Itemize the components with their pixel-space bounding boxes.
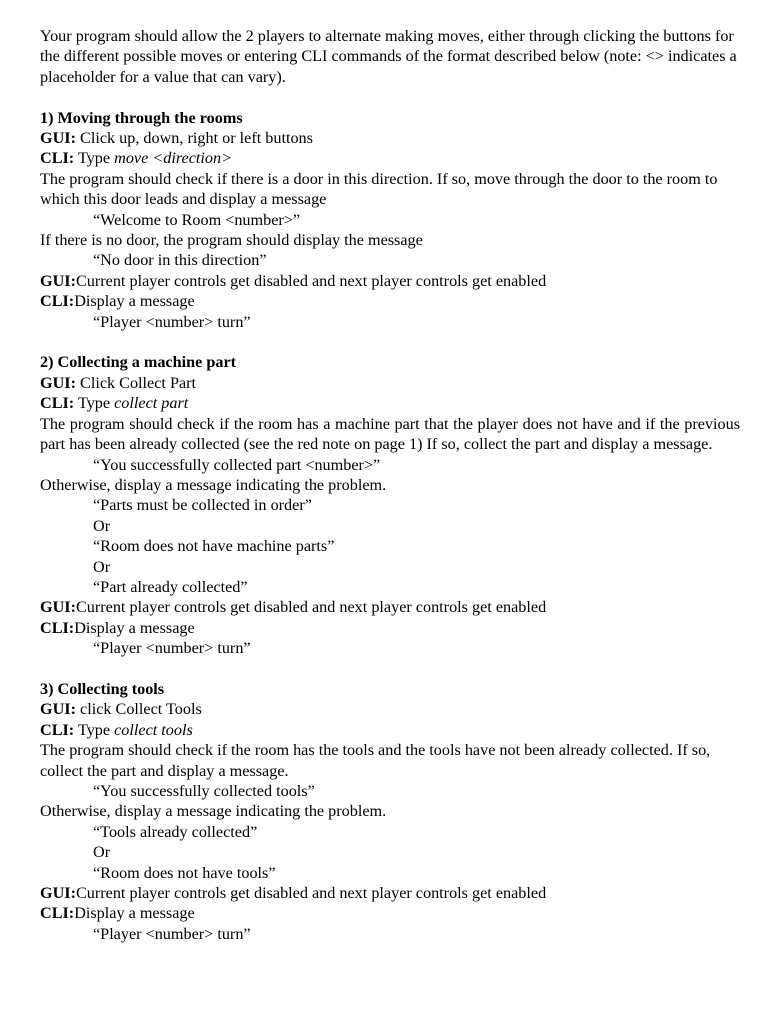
gui-instruction [40,373,740,393]
turn-message: “Player <number> turn” [93,312,251,331]
success-message: “Welcome to Room <number>” [93,210,301,229]
gui-label: GUI: [40,700,76,719]
fail-message: “No door in this direction” [93,251,267,270]
gui-instruction [40,699,740,719]
or-text: Or [93,557,111,576]
or-text: Or [93,843,111,862]
gui-label: GUI: [40,271,76,290]
cli-label: CLI: [40,618,75,637]
success-message: “You successfully collected tools” [93,781,315,800]
otherwise-text: Otherwise, display a message indicating the problem. [40,802,387,821]
cli-label: CLI: [40,394,75,413]
cli-label: CLI: [40,720,75,739]
cli-instruction [40,393,740,413]
gui-after [40,883,740,903]
check-paragraph: The program should check if the room has the tools and the tools have not been already collected. If so, collect the part and display a message. [40,741,711,780]
section-collect-tools [40,679,740,944]
gui-label: GUI: [40,884,76,903]
gui-after-text: Current player controls get disabled and next player controls get enabled [75,271,547,290]
gui-label: GUI: [40,129,76,148]
cli-after [40,618,740,638]
cli-after [40,291,740,311]
gui-text: click Collect Tools [75,700,202,719]
section-collect-part [40,352,740,658]
cli-label: CLI: [40,149,75,168]
fail-message: “Room does not have machine parts” [93,537,335,556]
cli-instruction [40,720,740,740]
fail-message: “Room does not have tools” [93,863,276,882]
intro-paragraph: Your program should allow the 2 players to alternate making moves, either through clicking the buttons for the different possible moves or entering CLI commands of the format described below (note: <> indicates a placeholder for a value that can vary). [40,27,737,86]
cli-after-text: Display a message [74,292,195,311]
cli-label: CLI: [40,904,75,923]
or-text: Or [93,516,111,535]
gui-text: Click up, down, right or left buttons [75,129,313,148]
gui-after [40,597,740,617]
gui-after [40,271,740,291]
gui-after-text: Current player controls get disabled and next player controls get enabled [75,598,547,617]
cli-text: Type [74,720,115,739]
gui-label: GUI: [40,373,76,392]
check-paragraph: The program should check if the room has a machine part that the player does not have and if the previous part has been already collected (see the red note on page 1) If so, collect the part and display a message. [40,414,740,454]
document-page [40,26,740,944]
cli-after-text: Display a message [74,904,195,923]
cli-after [40,903,740,923]
fail-message: “Part already collected” [93,577,248,596]
otherwise-text: Otherwise, display a message indicating the problem. [40,475,387,494]
gui-text: Click Collect Part [75,373,197,392]
cli-command: collect tools [114,720,193,739]
cli-text: Type [74,394,115,413]
fail-message: “Tools already collected” [93,822,258,841]
turn-message: “Player <number> turn” [93,639,251,658]
gui-instruction [40,128,740,148]
gui-label: GUI: [40,598,76,617]
success-message: “You successfully collected part <number>” [93,455,381,474]
turn-message: “Player <number> turn” [93,924,251,943]
section-heading: 1) Moving through the rooms [40,108,243,127]
cli-command: move <direction> [114,149,233,168]
otherwise-text: If there is no door, the program should display the message [40,231,423,250]
cli-text: Type [74,149,115,168]
section-moving [40,108,740,332]
gui-after-text: Current player controls get disabled and next player controls get enabled [75,884,547,903]
section-heading: 2) Collecting a machine part [40,353,237,372]
section-heading: 3) Collecting tools [40,679,165,698]
check-paragraph: The program should check if there is a door in this direction. If so, move through the door to the room to which this door leads and display a message [40,169,718,209]
cli-instruction [40,148,740,168]
cli-label: CLI: [40,292,75,311]
cli-after-text: Display a message [74,618,195,637]
cli-command: collect part [114,394,189,413]
fail-message: “Parts must be collected in order” [93,496,312,515]
